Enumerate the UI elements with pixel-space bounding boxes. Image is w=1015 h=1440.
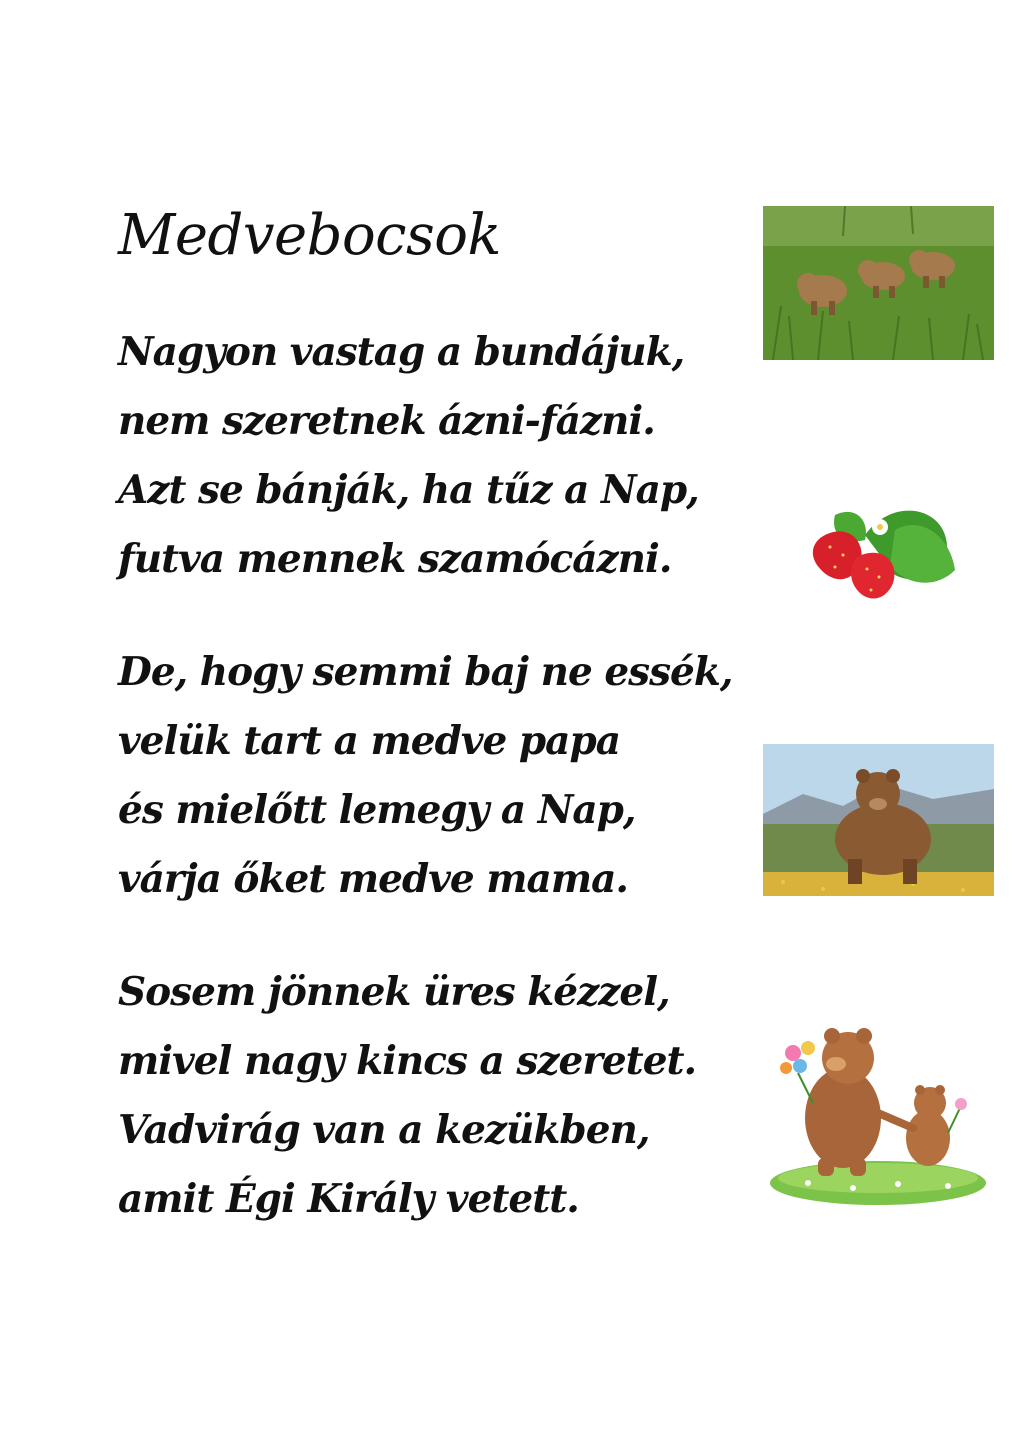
poem-line: és mielőtt lemegy a Nap, [118,787,636,833]
brown-bear-photo [763,744,994,896]
cartoon-bears-icon [768,1018,990,1208]
poem-line: várja őket medve mama. [118,856,628,902]
poem-line: Nagyon vastag a bundájuk, [118,329,685,375]
poem-line: nem szeretnek ázni-fázni. [118,398,655,444]
stanza-1 [118,318,699,594]
stanza-2 [118,638,732,914]
poem-line: Vadvirág van a kezükben, [118,1107,650,1153]
poem-line: mivel nagy kincs a szeretet. [118,1038,697,1084]
stanza-3 [118,958,696,1234]
bear-cubs-photo [763,206,994,360]
poem-line: futva mennek szamócázni. [118,536,672,582]
poem-line: amit Égi Király vetett. [118,1176,579,1222]
poem-title: Medvebocsok [118,203,501,268]
strawberry-icon [795,495,960,607]
poem-line: Azt se bánják, ha tűz a Nap, [118,467,699,513]
poem-line: Sosem jönnek üres kézzel, [118,969,670,1015]
poem-line: velük tart a medve papa [118,718,620,764]
poem-line: De, hogy semmi baj ne essék, [118,649,733,695]
